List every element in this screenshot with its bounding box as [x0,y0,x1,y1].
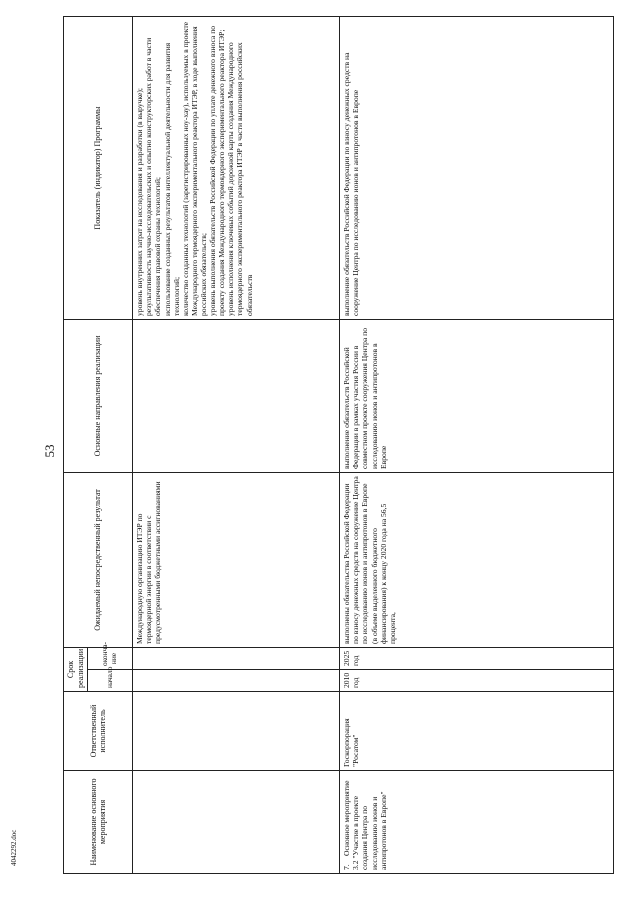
cell-measure [340,771,614,874]
measure-text: Основное мероприятие 3.2 "Участие в проекте создания Центра по исследованию ионов и антипротонов в Европе" [342,780,388,870]
header-start: начало [88,670,133,692]
row-number: 7. [342,864,352,870]
rotated-table-container [63,16,614,874]
cell-directions: выполнение обязательств Российской Федерации в рамках участия России в совместном проекте сооружения Центра по исследованию ионов и антипротонов в Европе [340,320,614,473]
indicator-line: количество созданных технологий (зарегистрированных ноу-хау), используемых в проекте Международного термоядерного экспериментального реактора ИТЭР, в ходе выполнения российских обязательств; [180,21,208,316]
page-number: 53 [42,444,57,458]
cell-executor: Госкорпорация "Росатом" [340,692,614,771]
header-period: Срок реализации [64,648,88,692]
cell-indicator [133,17,340,320]
header-result: Ожидаемый непосредственный результат [64,473,133,648]
indicator-line: уровень исполнения ключевых событий дорожной карты создания Международного термоядерного экспериментального реактора ИТЭР в части выполнения российских обязательств [226,42,254,316]
cell-start: 2010 год [340,670,614,692]
header-measure: Наименование основного мероприятия [64,771,133,874]
indicator-line: уровень внутренних затрат на исследования и разработки (в выручке); [135,88,145,316]
table-row [340,17,614,874]
header-executor: Ответственный исполнитель [64,692,133,771]
cell-end: 2025 год [340,648,614,670]
cell-indicator: выполнение обязательств Российской Федерации по взносу денежных средств на сооружение Центра по исследованию ионов и антипротонов в Европе [340,17,614,320]
cell-result: выполнены обязательства Российской Федерации по взносу денежных средств на сооружение Центра по исследованию ионов и антипротонов в Европе (в объеме выделенного бюджетного финансирования) к концу 2020 года на 56,5 процента, [340,473,614,648]
program-measures-table [63,16,614,874]
indicator-line: результативность научно-исследовательских и опытно конструкторских работ в части обеспечения правовой охраны технологий; [144,37,163,316]
cell-result: Международную организацию ИТЭР по термоядерной энергии в соответствии с предусмотренными бюджетными ассигнованиями [133,473,340,648]
table-row [133,17,340,874]
footer-filename: 4042292.doc [10,829,18,866]
header-indicator: Показатель (индикатор) Программы [64,17,133,320]
header-directions: Основные направления реализации [64,320,133,473]
cell-start [133,670,340,692]
header-row [64,17,88,874]
cell-end [133,648,340,670]
indicator-line: использование созданных результатов интеллектуальной деятельности для развития технологий; [162,42,181,316]
indicator-line: уровень выполнения обязательств Российской Федерации по уплате денежного взноса по проекту создания Международного термоядерного экспериментального реактора ИТЭР; [208,25,227,316]
cell-directions [133,320,340,473]
cell-measure [133,771,340,874]
cell-executor [133,692,340,771]
header-end: оконча-ние [88,648,133,670]
